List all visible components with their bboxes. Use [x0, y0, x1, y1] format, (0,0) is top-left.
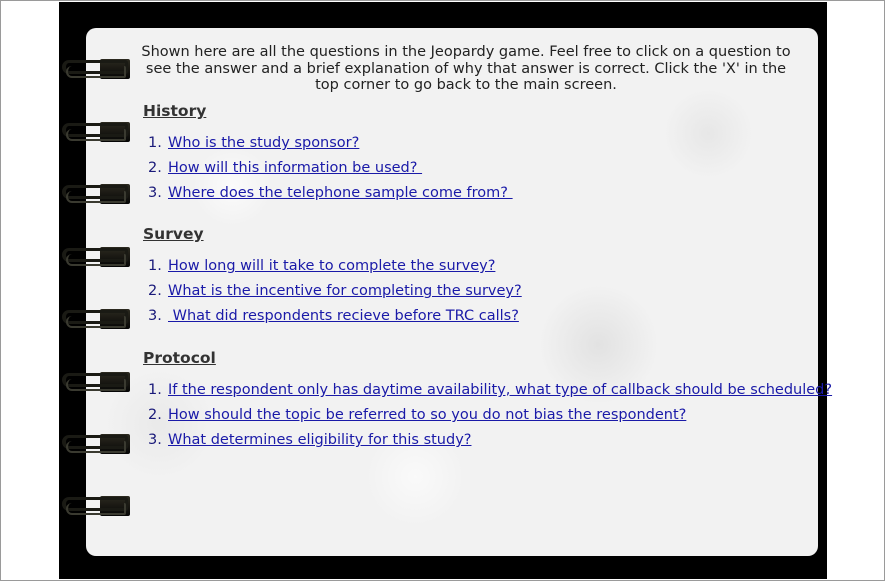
question-number: 3. [148, 185, 162, 201]
question-number: 2. [148, 407, 162, 423]
spiral-ring-icon [62, 245, 130, 269]
spiral-ring-icon [62, 182, 130, 206]
question-number: 2. [148, 160, 162, 176]
section-title: Protocol [143, 349, 216, 367]
question-list [143, 133, 823, 208]
question-number: 1. [148, 135, 162, 151]
list-item [143, 158, 823, 183]
list-item [143, 281, 823, 306]
question-link[interactable]: What did respondents recieve before TRC calls? [168, 308, 519, 324]
question-link[interactable]: Who is the study sponsor? [168, 135, 360, 151]
spiral-ring-icon [62, 494, 130, 518]
question-link[interactable]: Where does the telephone sample come from? [168, 185, 513, 201]
question-number: 2. [148, 283, 162, 299]
list-item [143, 183, 823, 208]
question-link[interactable]: How will this information be used? [168, 160, 423, 176]
spiral-ring-icon [62, 57, 130, 81]
question-number: 1. [148, 258, 162, 274]
question-link[interactable]: What determines eligibility for this study? [168, 432, 472, 448]
section-title: Survey [143, 225, 204, 243]
question-list [143, 256, 823, 331]
spiral-ring-icon [62, 370, 130, 394]
section-protocol [143, 348, 833, 455]
list-item [143, 306, 823, 331]
list-item [143, 430, 823, 455]
section-survey [143, 224, 823, 331]
list-item [143, 256, 823, 281]
question-number: 3. [148, 308, 162, 324]
spiral-ring-icon [62, 307, 130, 331]
spiral-ring-icon [62, 120, 130, 144]
list-item [143, 380, 833, 405]
question-number: 1. [148, 382, 162, 398]
list-item [143, 405, 823, 430]
list-item [143, 133, 823, 158]
question-link[interactable]: If the respondent only has daytime availability, what type of callback should be scheduled? [168, 382, 833, 398]
question-link[interactable]: How long will it take to complete the survey? [168, 258, 496, 274]
question-link[interactable]: What is the incentive for completing the survey? [168, 283, 522, 299]
spiral-ring-icon [62, 432, 130, 456]
intro-text: Shown here are all the questions in the Jeopardy game. Feel free to click on a question to see the answer and a brief explanation of why that answer is correct. Click the 'X' in the top corner to go back to the main screen. [141, 44, 791, 93]
section-title: History [143, 102, 207, 120]
question-link[interactable]: How should the topic be referred to so you do not bias the respondent? [168, 407, 687, 423]
question-list [143, 380, 833, 455]
section-history [143, 101, 823, 208]
question-number: 3. [148, 432, 162, 448]
